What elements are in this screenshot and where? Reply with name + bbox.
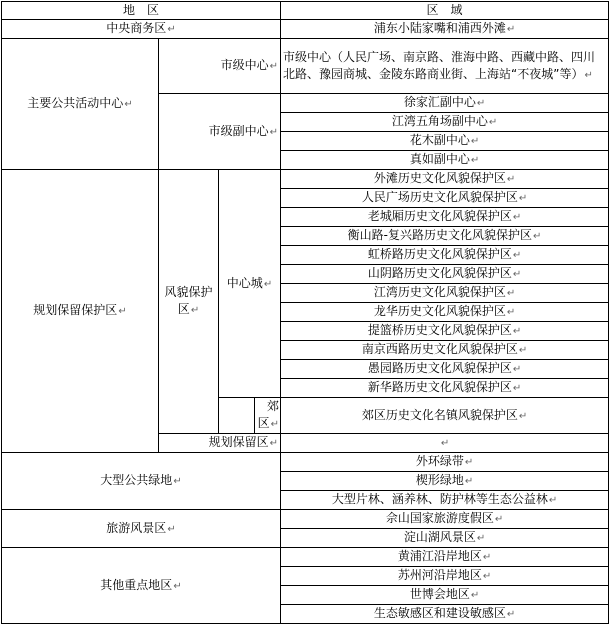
header-area: 地 区 xyxy=(2,2,281,20)
other-zone: 黄浦江沿岸地区↵ xyxy=(281,548,609,567)
style-area-label: 风貌保护区↵ xyxy=(159,170,219,434)
cbd-area: 中央商务区↵ xyxy=(2,20,281,39)
other-zone: 苏州河沿岸地区↵ xyxy=(281,567,609,586)
table-row xyxy=(2,510,609,529)
central-city-zone: 外滩历史文化风貌保护区↵ xyxy=(281,170,609,189)
sub-center-zone: 真如副中心↵ xyxy=(281,151,609,170)
green-zone: 楔形绿地↵ xyxy=(281,472,609,491)
suburb-label: 郊区↵ xyxy=(255,398,281,434)
other-zone: 世博会地区↵ xyxy=(281,586,609,605)
central-city-zone: 老城厢历史文化风貌保护区↵ xyxy=(281,208,609,227)
main-public-label: 主要公共活动中心↵ xyxy=(2,39,159,170)
city-center-zone: 市级中心（人民广场、南京路、淮海中路、西藏中路、四川北路、豫园商城、金陵东路商业街、上海站“不夜城”等）↵ xyxy=(281,39,609,94)
cbd-zone: 浦东小陆家嘴和浦西外滩↵ xyxy=(281,20,609,39)
table-row xyxy=(2,548,609,567)
central-city-zone: 南京西路历史文化风貌保护区↵ xyxy=(281,341,609,360)
planned-label: 规划保留区↵ xyxy=(159,434,281,453)
reserve-label: 规划保留保护区↵ xyxy=(2,170,159,453)
central-city-zone: 提篮桥历史文化风貌保护区↵ xyxy=(281,322,609,341)
green-zone: 大型片林、涵养林、防护林等生态公益林↵ xyxy=(281,491,609,510)
central-city-zone: 衡山路-复兴路历史文化风貌保护区↵ xyxy=(281,227,609,246)
central-city-zone: 虹桥路历史文化风貌保护区↵ xyxy=(281,246,609,265)
table-row xyxy=(2,453,609,472)
header-row xyxy=(2,2,609,20)
area-zone-table xyxy=(1,1,609,624)
other-label: 其他重点地区↵ xyxy=(2,548,281,624)
central-city-zone: 新华路历史文化风貌保护区↵ xyxy=(281,379,609,398)
sub-center-zone: 江湾五角场副中心↵ xyxy=(281,113,609,132)
sub-center-label: 市级副中心↵ xyxy=(159,94,281,170)
sub-center-zone: 花木副中心↵ xyxy=(281,132,609,151)
other-zone: 生态敏感区和建设敏感区↵ xyxy=(281,605,609,624)
central-city-zone: 龙华历史文化风貌保护区↵ xyxy=(281,303,609,322)
green-label: 大型公共绿地↵ xyxy=(2,453,281,510)
table-row xyxy=(2,170,609,189)
planned-zone: ↵ xyxy=(281,434,609,453)
table-row xyxy=(2,39,609,94)
city-center-label: 市级中心↵ xyxy=(159,39,281,94)
tourism-zone: 佘山国家旅游度假区↵ xyxy=(281,510,609,529)
header-zone: 区 域 xyxy=(281,2,609,20)
sub-center-zone: 徐家汇副中心↵ xyxy=(281,94,609,113)
table-row xyxy=(2,20,609,39)
suburb-zone: 郊区历史文化名镇风貌保护区↵ xyxy=(281,398,609,434)
green-zone: 外环绿带↵ xyxy=(281,453,609,472)
central-city-label: 中心城↵ xyxy=(219,170,281,398)
central-city-zone: 人民广场历史文化风貌保护区↵ xyxy=(281,189,609,208)
central-city-zone: 江湾历史文化风貌保护区↵ xyxy=(281,284,609,303)
central-city-zone: 愚园路历史文化风貌保护区↵ xyxy=(281,360,609,379)
tourism-label: 旅游风景区↵ xyxy=(2,510,281,548)
suburb-spacer xyxy=(219,398,255,434)
tourism-zone: 淀山湖风景区↵ xyxy=(281,529,609,548)
central-city-zone: 山阴路历史文化风貌保护区↵ xyxy=(281,265,609,284)
